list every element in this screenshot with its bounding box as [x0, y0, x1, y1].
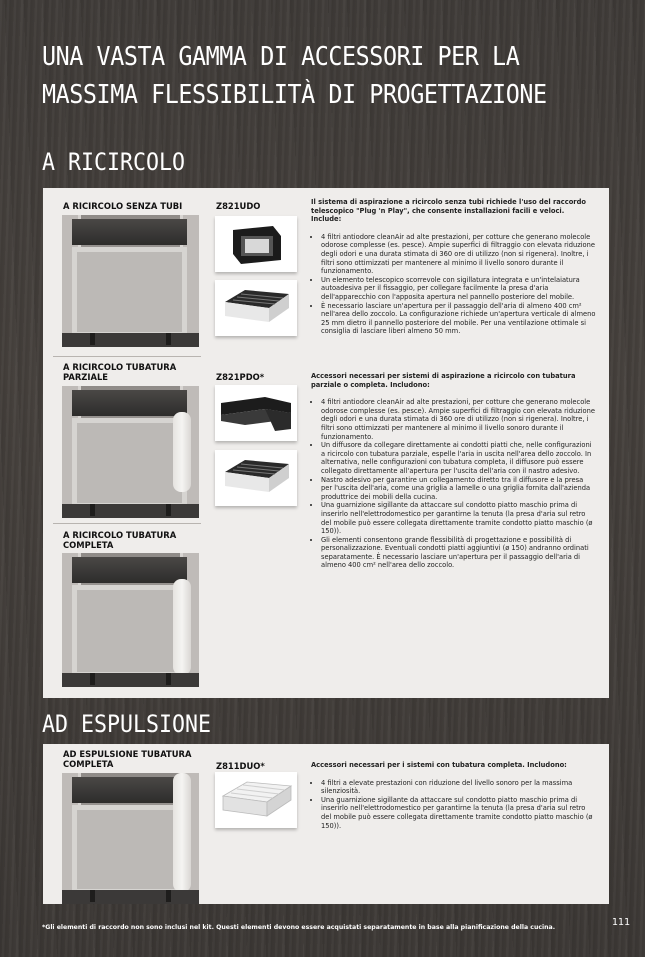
list-item: • Un diffusore da collegare direttamente ai condotti piatti che, nelle configurazioni a ricircolo con tubatura parziale, espelle l'aria in uscita nell'area dello zoccolo. In alternativa, nelle configurazioni con tubatura completa, il diffusore può essere collegato direttamente all'apertura per l'uscita dell'aria con il nastro adesivo. [321, 441, 596, 475]
list-item: • 4 filtri antiodore cleanAir ad alte prestazioni, per cotture che generano molecole odorose complesse (es. pesce). Ampie superfici di filtraggio con elevata riduzione degli odori e una durata stimata di 360 ore di utilizzo (non si rigenera). Inoltre, i filtri sono ottimizzati per mantenere al minimo il livello sonoro durante il funzionamento. [321, 233, 596, 276]
description-tubatura [311, 372, 596, 570]
list-item: • Nastro adesivo per garantire un collegamento diretto tra il diffusore e la presa per l'uscita dell'aria, come una griglia a lamelle o una griglia fornita dall'azienda produttrice dei mobili della cucina. [321, 476, 596, 502]
cabinet-photo-espulsione [62, 773, 199, 904]
espulsione-panel [43, 744, 609, 904]
description-espulsione [311, 761, 596, 830]
divider [53, 523, 201, 524]
cabinet-photo-tubatura-parziale [62, 386, 199, 518]
description-senza-tubi [311, 198, 596, 336]
divider [53, 356, 201, 357]
list-item: • 4 filtri antiodore cleanAir ad alte prestazioni, per cotture che generano molecole odorose complesse (es. pesce). Ampie superfici di filtraggio con elevata riduzione degli odori e una durata stimata di 360 ore di utilizzo (non si rigenera). Inoltre, i filtri sono ottimizzati per mantenere al minimo il livello sonoro durante il funzionamento. [321, 398, 596, 441]
filter-cartridge-image [215, 280, 297, 336]
cabinet-photo-senza-tubi [62, 215, 199, 347]
ricircolo-panel [43, 188, 609, 698]
list-item: • Un elemento telescopico scorrevole con sigillatura integrata e un'intelaiatura autoadesiva per il fissaggio, per collegare facilmente la presa d'aria dell'apparecchio con l'apposita apertura nel pannello posteriore del mobile. [321, 276, 596, 302]
product-code-z811duo: Z811DUO* [216, 761, 265, 771]
list-item: • Una guarnizione sigillante da attaccare sul condotto piatto maschio prima di inserirlo nell'elettrodomestico per garantirne la tenuta (la presa d'aria sul retro del mobile può essere collegata direttamente tramite condotto piatto maschio (ø 150)). [321, 501, 596, 535]
group-label-tubatura-parziale: A RICIRCOLO TUBATURA PARZIALE [63, 362, 177, 382]
page-title: UNA VASTA GAMMA DI ACCESSORI PER LA MASSIMA FLESSIBILITÀ DI PROGETTAZIONE [42, 42, 547, 110]
diffuser-image [215, 385, 297, 441]
product-code-z821udo: Z821UDO [216, 201, 261, 211]
list-item: • È necessario lasciare un'apertura per il passaggio dell'aria di almeno 400 cm² nell'area dello zoccolo. La configurazione richiede un'apertura verticale di almeno 25 mm dietro il pannello posteriore del mobile. Per una ventilazione ottimale si consiglia di lasciare liberi almeno 50 mm. [321, 302, 596, 336]
intro-tubatura: Accessori necessari per sistemi di aspirazione a ricircolo con tubatura parziale o completa. Includono: [311, 372, 576, 389]
list-item: • Gli elementi consentono grande flessibilità di progettazione e possibilità di personalizzazione. Eventuali condotti piatti aggiuntivi (ø 150) andranno ordinati separatamente. È necessario lasciare un'apertura per il passaggio dell'aria di almeno 400 cm² nell'area dello zoccolo. [321, 536, 596, 570]
footnote: *Gli elementi di raccordo non sono inclusi nel kit. Questi elementi devono essere acquistati separatamente in base alla pianificazione della cucina. [42, 924, 556, 931]
intro-senza-tubi: Il sistema di aspirazione a ricircolo senza tubi richiede l'uso del raccordo telescopico "Plug 'n Play", che consente installazioni facili e veloci. Include: [311, 198, 586, 224]
product-code-z821pdo: Z821PDO* [216, 372, 265, 382]
section-heading-ricircolo: A RICIRCOLO [42, 148, 186, 176]
group-label-espulsione: AD ESPULSIONE TUBATURA COMPLETA [63, 749, 192, 769]
section-heading-espulsione: AD ESPULSIONE [42, 710, 212, 738]
list-item: • 4 filtri a elevate prestazioni con riduzione del livello sonoro per la massima silenziosità. [321, 779, 596, 796]
page-number: 111 [612, 917, 631, 928]
group-label-tubatura-completa: A RICIRCOLO TUBATURA COMPLETA [63, 530, 177, 550]
cabinet-photo-tubatura-completa [62, 553, 199, 687]
group-label-senza-tubi: A RICIRCOLO SENZA TUBI [63, 201, 183, 211]
performance-filter-image [215, 772, 297, 828]
telescopic-connector-image [215, 216, 297, 272]
intro-espulsione: Accessori necessari per i sistemi con tubatura completa. Includono: [311, 761, 567, 769]
filter-cartridge-image-2 [215, 450, 297, 506]
list-item: • Una guarnizione sigillante da attaccare sul condotto piatto maschio prima di inserirlo nell'elettrodomestico per garantirne la tenuta (la presa d'aria sul retro del mobile può essere collegata direttamente tramite condotto piatto maschio (ø 150)). [321, 796, 596, 830]
